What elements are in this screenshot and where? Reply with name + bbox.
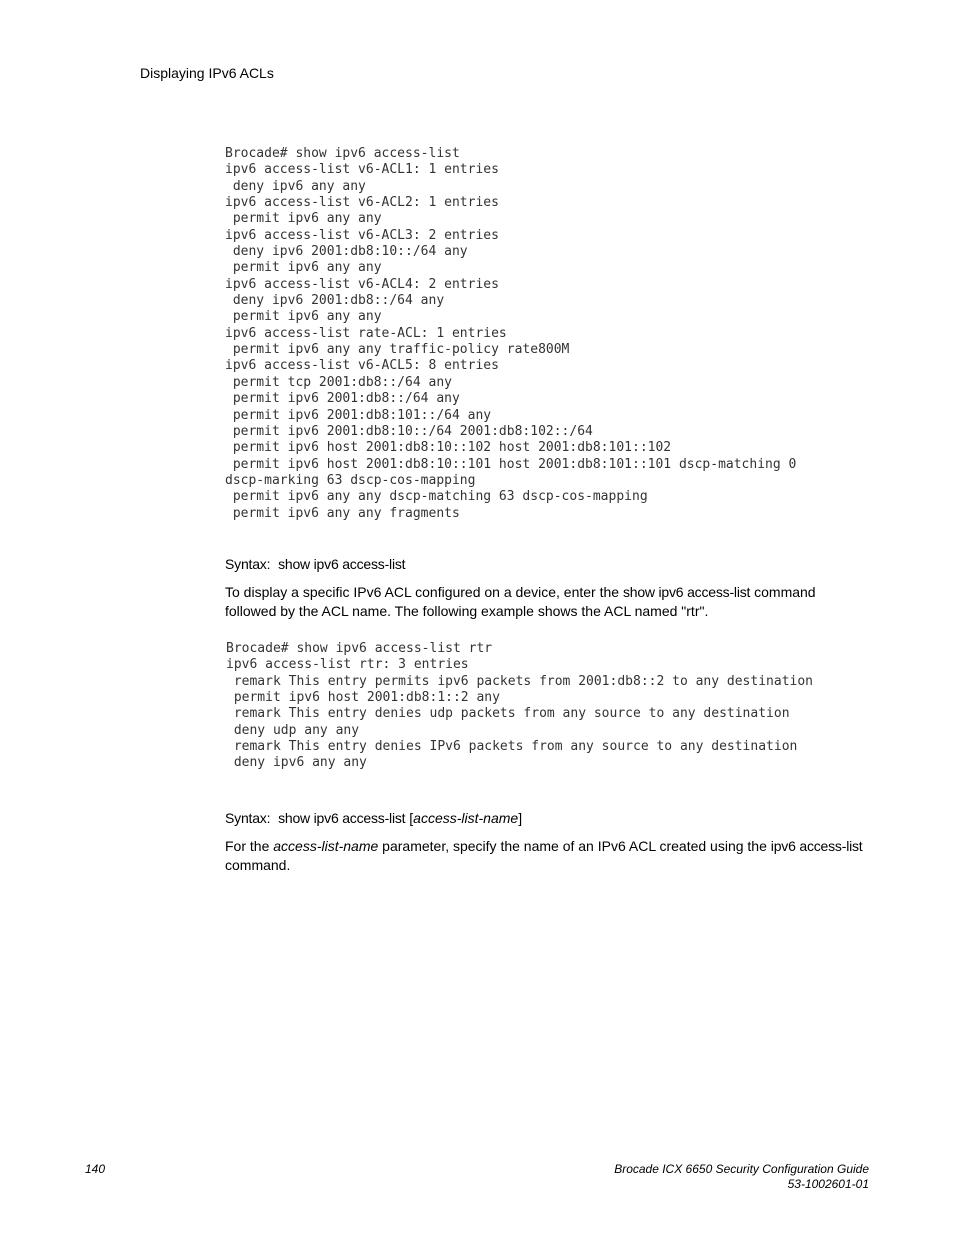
paragraph-specific-acl: To display a specific IPv6 ACL configured on a device, enter the show ipv6 access-list command followed by the ACL name. The following example shows the ACL named "rtr". [225, 584, 816, 619]
inline-command: show ipv6 access-list [622, 584, 751, 600]
code-line: Brocade# show ipv6 access-list [225, 146, 460, 161]
code-example-show-ipv6-access-list [225, 146, 796, 522]
syntax-command: show ipv6 access-list [278, 556, 406, 572]
code-line: deny ipv6 any any [226, 755, 367, 771]
code-line: permit ipv6 2001:db8:10::/64 2001:db8:102::/64 [225, 423, 593, 439]
code-line: deny ipv6 2001:db8::/64 any [225, 293, 445, 309]
code-line: remark This entry denies IPv6 packets from any source to any destination [226, 739, 798, 755]
footer-doc-info [614, 1162, 869, 1192]
code-line: ipv6 access-list v6-ACL5: 8 entries [225, 358, 499, 374]
syntax-command: show ipv6 access-list [278, 810, 406, 826]
code-line: dscp-marking 63 dscp-cos-mapping [225, 472, 476, 488]
syntax-label: Syntax: [225, 556, 271, 572]
code-line: permit ipv6 any any traffic-policy rate800M [225, 342, 570, 358]
code-line: Brocade# show ipv6 access-list rtr [226, 641, 493, 656]
code-line: ipv6 access-list v6-ACL1: 1 entries [225, 162, 499, 178]
code-line: permit ipv6 any any fragments [225, 505, 460, 521]
code-line: permit ipv6 2001:db8:101::/64 any [225, 407, 492, 423]
paragraph-parameter-description: For the access-list-name parameter, specify the name of an IPv6 ACL created using the ipv6 access-list command. [225, 838, 863, 873]
code-example-show-ipv6-access-list-rtr [226, 641, 813, 772]
code-line: deny ipv6 any any [225, 178, 366, 194]
code-line: permit ipv6 any any [225, 309, 382, 325]
code-line: ipv6 access-list v6-ACL4: 2 entries [225, 276, 499, 292]
code-line: permit ipv6 host 2001:db8:10::101 host 2001:db8:101::101 dscp-matching 0 [225, 456, 797, 472]
code-line: permit ipv6 any any [225, 211, 382, 227]
code-line: permit ipv6 any any dscp-matching 63 dscp-cos-mapping [225, 489, 648, 505]
code-line: permit tcp 2001:db8::/64 any [225, 374, 452, 390]
guide-title: Brocade ICX 6650 Security Configuration Guide [614, 1162, 869, 1176]
code-line: permit ipv6 host 2001:db8:1::2 any [226, 690, 500, 706]
syntax-line-1 [225, 556, 405, 572]
code-line: ipv6 access-list v6-ACL3: 2 entries [225, 227, 499, 243]
code-line: ipv6 access-list v6-ACL2: 1 entries [225, 195, 499, 211]
inline-parameter: access-list-name [273, 838, 379, 854]
doc-number: 53-1002601-01 [787, 1177, 869, 1191]
syntax-line-2: Syntax: show ipv6 access-list [access-list-name] [225, 810, 523, 826]
code-line: remark This entry denies udp packets from any source to any destination [226, 706, 790, 722]
code-line: remark This entry permits ipv6 packets from 2001:db8::2 to any destination [226, 673, 813, 689]
code-line: ipv6 access-list rtr: 3 entries [226, 657, 469, 673]
code-line: permit ipv6 any any [225, 260, 382, 276]
page-number: 140 [85, 1162, 106, 1176]
code-line: deny ipv6 2001:db8:10::/64 any [225, 244, 468, 260]
code-line: ipv6 access-list rate-ACL: 1 entries [225, 325, 507, 341]
syntax-label: Syntax: [225, 810, 271, 826]
code-line: deny udp any any [226, 722, 360, 738]
code-line: permit ipv6 host 2001:db8:10::102 host 2001:db8:101::102 [225, 440, 672, 456]
code-line: permit ipv6 2001:db8::/64 any [225, 391, 460, 407]
section-header: Displaying IPv6 ACLs [140, 65, 274, 81]
inline-command: ipv6 access-list [770, 838, 863, 854]
syntax-parameter: access-list-name [413, 810, 519, 826]
